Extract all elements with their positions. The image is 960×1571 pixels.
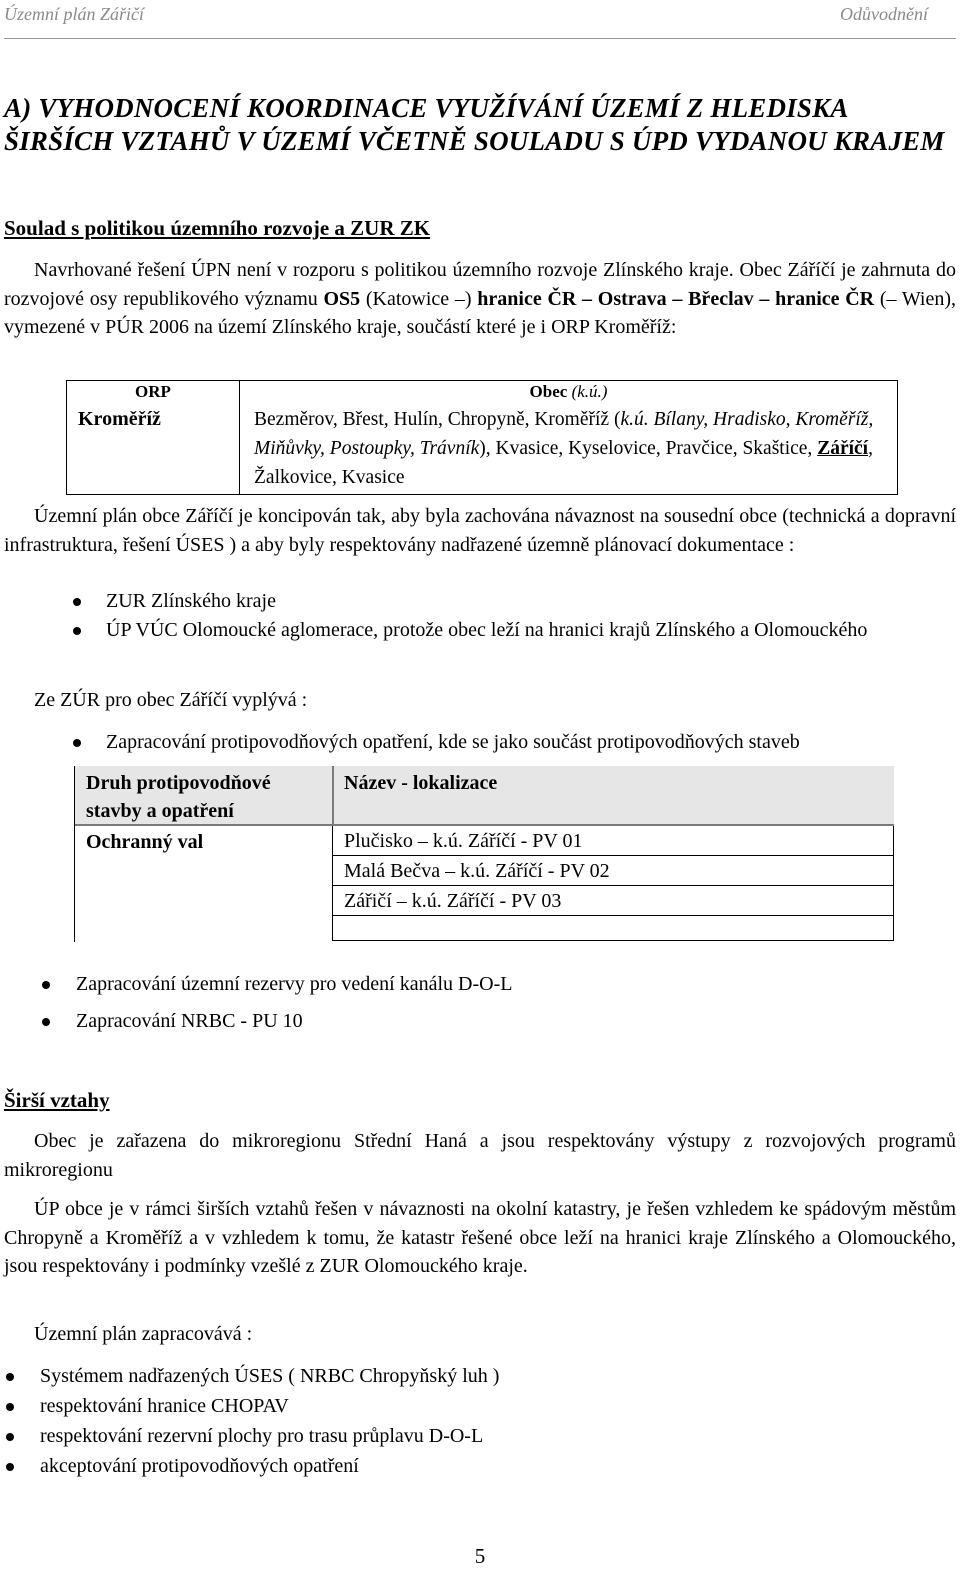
policy-text-3: (– Wien), vymezené v PÚR 2006 na území Zlínského kraje, součástí které je i ORP Kroměříž: <box>4 287 957 338</box>
bullet-icon <box>73 627 81 635</box>
policy-paragraph <box>4 256 956 342</box>
header-right: Odůvodnění <box>840 4 928 24</box>
zur-intro: Ze ZÚR pro obec Záříčí vyplývá : <box>34 689 308 711</box>
measures-table <box>74 766 894 942</box>
policy-axis-route: hranice ČR – Ostrava – Břeclav – hranice ČR <box>477 287 875 310</box>
subsection-title-wider: Širší vztahy <box>4 1088 110 1112</box>
coordination-paragraph: Územní plán obce Záříčí je koncipován tak, aby byla zachována návaznost na sousední obce (technická a dopravní infrastruktura, řešení ÚSES ) a aby byly respektovány nadřazené územně plánovací dokumentace : <box>4 505 956 556</box>
orp-name: Kroměříž <box>67 403 240 495</box>
measure-item: Malá Bečva – k.ú. Záříčí - PV 02 <box>333 856 893 886</box>
measures-col2-header: Název - lokalizace <box>344 772 498 794</box>
list-item: Systémem nadřazených ÚSES ( NRBC Chropyňský luh ) <box>40 1365 500 1387</box>
list-item: respektování hranice CHOPAV <box>40 1395 289 1417</box>
orp-table-header <box>67 381 898 404</box>
bullet-icon <box>42 981 50 989</box>
measures-items-box <box>332 826 894 941</box>
list-item: ÚP VÚC Olomoucké aglomerace, protože obec leží na hranici krajů Zlínského a Olomouckého <box>106 619 868 641</box>
microregion-paragraph: Obec je zařazena do mikroregionu Střední Haná a jsou respektovány výstupy z rozvojových programů mikroregionu <box>4 1130 956 1181</box>
bullet-icon <box>6 1403 14 1411</box>
measure-item: Zářičí – k.ú. Záříčí - PV 03 <box>333 886 893 916</box>
list-item: akceptování protipovodňových opatření <box>40 1455 359 1477</box>
policy-text-2: (Katowice –) <box>360 287 478 310</box>
subsection-title-policy: Soulad s politikou územního rozvoje a ZUR ZK <box>4 216 431 240</box>
section-title: A) VYHODNOCENÍ KOORDINACE VYUŽÍVÁNÍ ÚZEMÍ Z HLEDISKA ŠIRŠÍCH VZTAHŮ V ÚZEMÍ VČETNĚ SOULADU S ÚPD VYDANOU KRAJEM <box>4 93 945 156</box>
obec-col-header-ku: (k.ú.) <box>571 382 608 401</box>
list-item: respektování rezervní plochy pro trasu průplavu D-O-L <box>40 1425 484 1447</box>
bullet-icon <box>6 1463 14 1471</box>
page-number: 5 <box>474 1544 486 1568</box>
bullet-icon <box>73 598 81 606</box>
orp-col-header: ORP <box>67 381 240 404</box>
relations-paragraph: ÚP obce je v rámci širších vztahů řešen v návaznosti na okolní katastry, je řešen vzhledem ke spádovým městům Chropyně a Kroměříž a v vzhledem k tomu, že katastr řešené obce leží na hranici kraje Zlínského a Olomouckého, jsou respektovány i podmínky vzešlé z ZUR Olomouckého kraje. <box>4 1198 956 1277</box>
measures-type: Ochranný val <box>86 831 204 853</box>
municipalities-text-2: ), Kvasice, Kyselovice, Pravčice, Skaštice, <box>479 438 818 459</box>
municipalities-ku-list: k.ú. Bílany, Hradisko, Kroměříž, Miňůvky, Postoupky, Trávník <box>254 409 874 459</box>
measures-table-left-edge <box>74 766 75 942</box>
list-item: Zapracování územní rezervy pro vedení kanálu D-O-L <box>76 973 513 995</box>
list-item: ZUR Zlínského kraje <box>106 590 276 612</box>
bullet-icon <box>73 739 81 747</box>
municipalities-text-1: Bezměrov, Břest, Hulín, Chropyně, Kroměříž ( <box>254 409 621 430</box>
list-item: Zapracování NRBC - PU 10 <box>76 1010 303 1032</box>
orp-municipalities <box>240 403 898 495</box>
list-item: Zapracování protipovodňových opatření, kde se jako součást protipovodňových staveb <box>106 731 800 753</box>
municipality-highlight: Záříčí <box>817 438 869 459</box>
obec-col-header-main: Obec <box>529 382 572 401</box>
plan-includes-intro: Územní plán zapracovává : <box>34 1323 253 1345</box>
measure-item: Plučisko – k.ú. Záříčí - PV 01 <box>333 826 893 856</box>
policy-axis-code: OS5 <box>323 287 361 310</box>
municipalities-text-3: , Žalkovice, Kvasice <box>254 438 873 488</box>
header-left: Územní plán Zářičí <box>4 4 145 24</box>
bullet-icon <box>6 1433 14 1441</box>
bullet-icon <box>6 1373 14 1381</box>
orp-table <box>66 380 898 495</box>
measures-col1-header: Druh protipovodňové stavby a opatření <box>86 772 271 822</box>
bullet-icon <box>42 1018 50 1026</box>
header-rule <box>4 38 956 39</box>
obec-col-header <box>240 381 898 404</box>
measure-empty-row <box>333 916 893 941</box>
orp-table-row <box>67 403 898 495</box>
policy-text-1: Navrhované řešení ÚPN není v rozporu s politikou územního rozvoje Zlínského kraje. Obec Záříčí je zahrnuta do rozvojové osy republikového významu <box>4 259 956 310</box>
